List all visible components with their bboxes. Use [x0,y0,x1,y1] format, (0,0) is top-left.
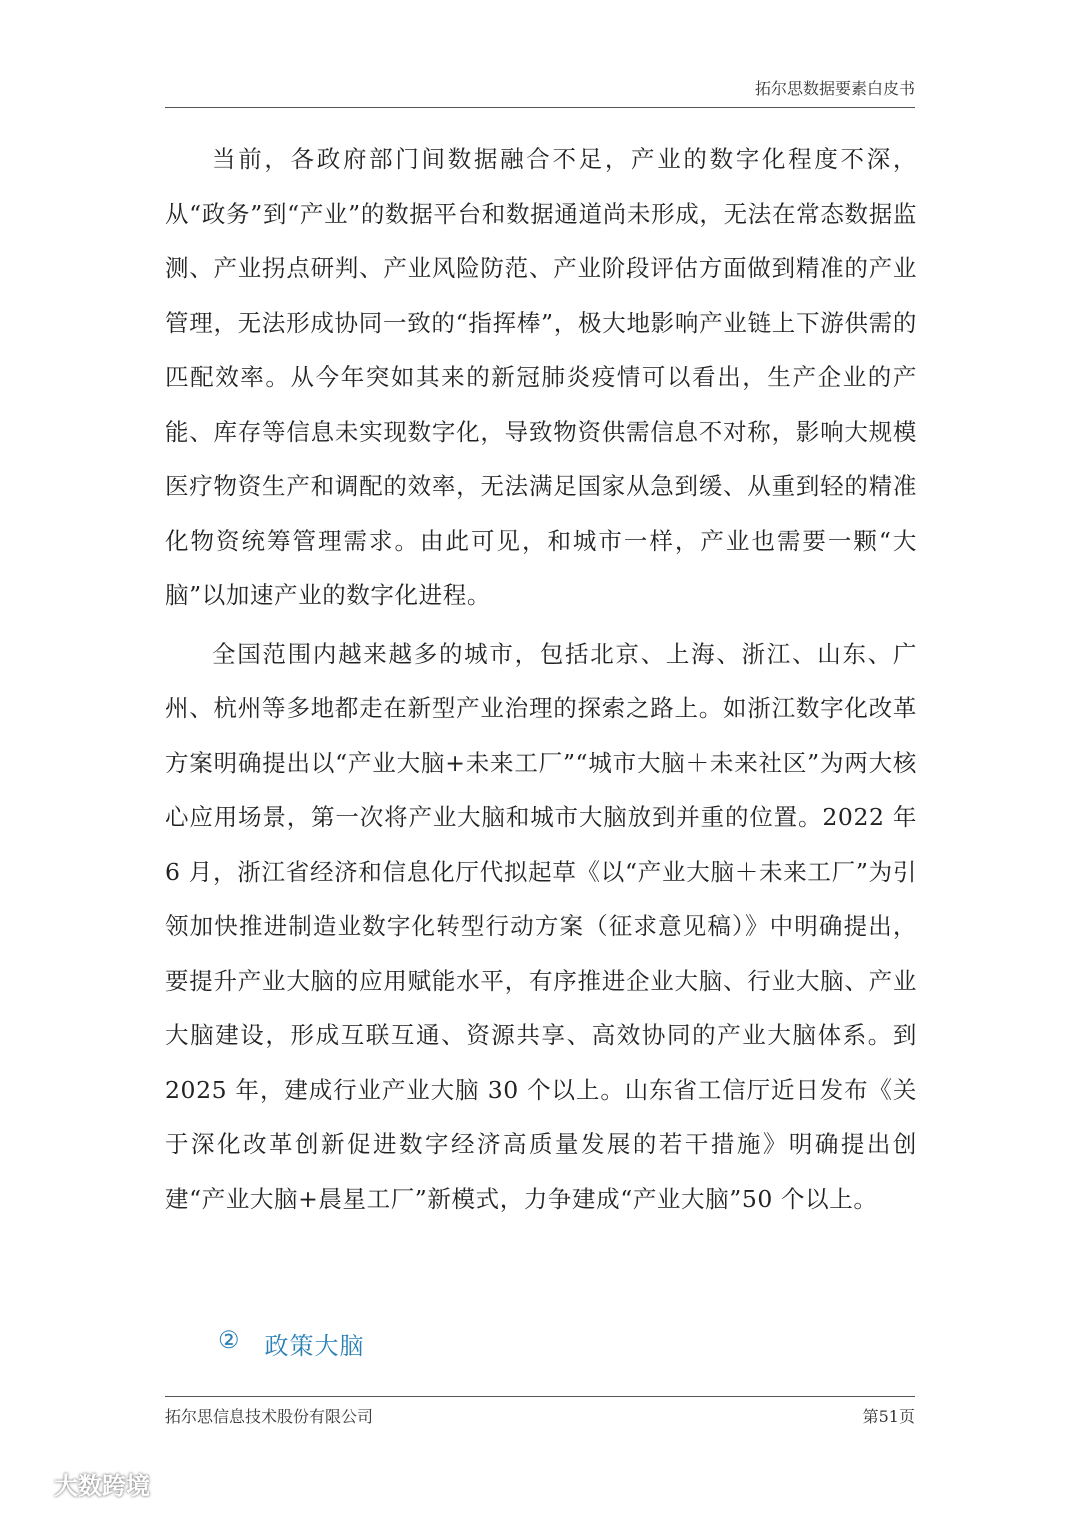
section-title: 政策大脑 [264,1332,365,1360]
page-header: 拓尔思数据要素白皮书 [754,79,915,98]
footer-divider [165,1396,915,1397]
logo-icon [10,1469,50,1499]
paragraph-2: 全国范围内越来越多的城市，包括北京、上海、浙江、山东、广州、杭州等多地都走在新型产业治理的探索之路上。如浙江数字化改革方案明确提出以“产业大脑+未来工厂”“城市大脑＋未来社区”为两大核心应用场景，第一次将产业大脑和城市大脑放到并重的位置。2022 年 6 月，浙江省经济和信息化厅代拟起草《以“产业大脑＋未来工厂”为引领加快推进制造业数字化转型行动方案（征求意见稿）》中明确提出，要提升产业大脑的应用赋能水平，有序推进企业大脑、行业大脑、产业大脑建设，形成互联互通、资源共享、高效协同的产业大脑体系。到 2025 年，建成行业产业大脑 30 个以上。山东省工信厅近日发布《关于深化改革创新促进数字经济高质量发展的若干措施》明确提出创建“产业大脑+晨星工厂”新模式，力争建成“产业大脑”50 个以上。 [165,639,917,1213]
body-text [165,132,917,1226]
paragraph-1: 当前，各政府部门间数据融合不足，产业的数字化程度不深，从“政务”到“产业”的数据平台和数据通道尚未形成，无法在常态数据监测、产业拐点研判、产业风险防范、产业阶段评估方面做到精准的产业管理，无法形成协同一致的“指挥棒”，极大地影响产业链上下游供需的匹配效率。从今年突如其来的新冠肺炎疫情可以看出，生产企业的产能、库存等信息未实现数字化，导致物资供需信息不对称，影响大规模医疗物资生产和调配的效率，无法满足国家从急到缓、从重到轻的精准化物资统筹管理需求。由此可见，和城市一样，产业也需要一颗“大脑”以加速产业的数字化进程。 [165,145,917,609]
section-heading [218,1326,365,1361]
watermark-text: 大数跨境 [54,1472,150,1500]
page-number: 第51页 [862,1407,915,1426]
header-divider [165,107,915,108]
section-number: ② [218,1326,241,1354]
watermark [10,1466,150,1501]
footer-company: 拓尔思信息技术股份有限公司 [165,1407,374,1426]
